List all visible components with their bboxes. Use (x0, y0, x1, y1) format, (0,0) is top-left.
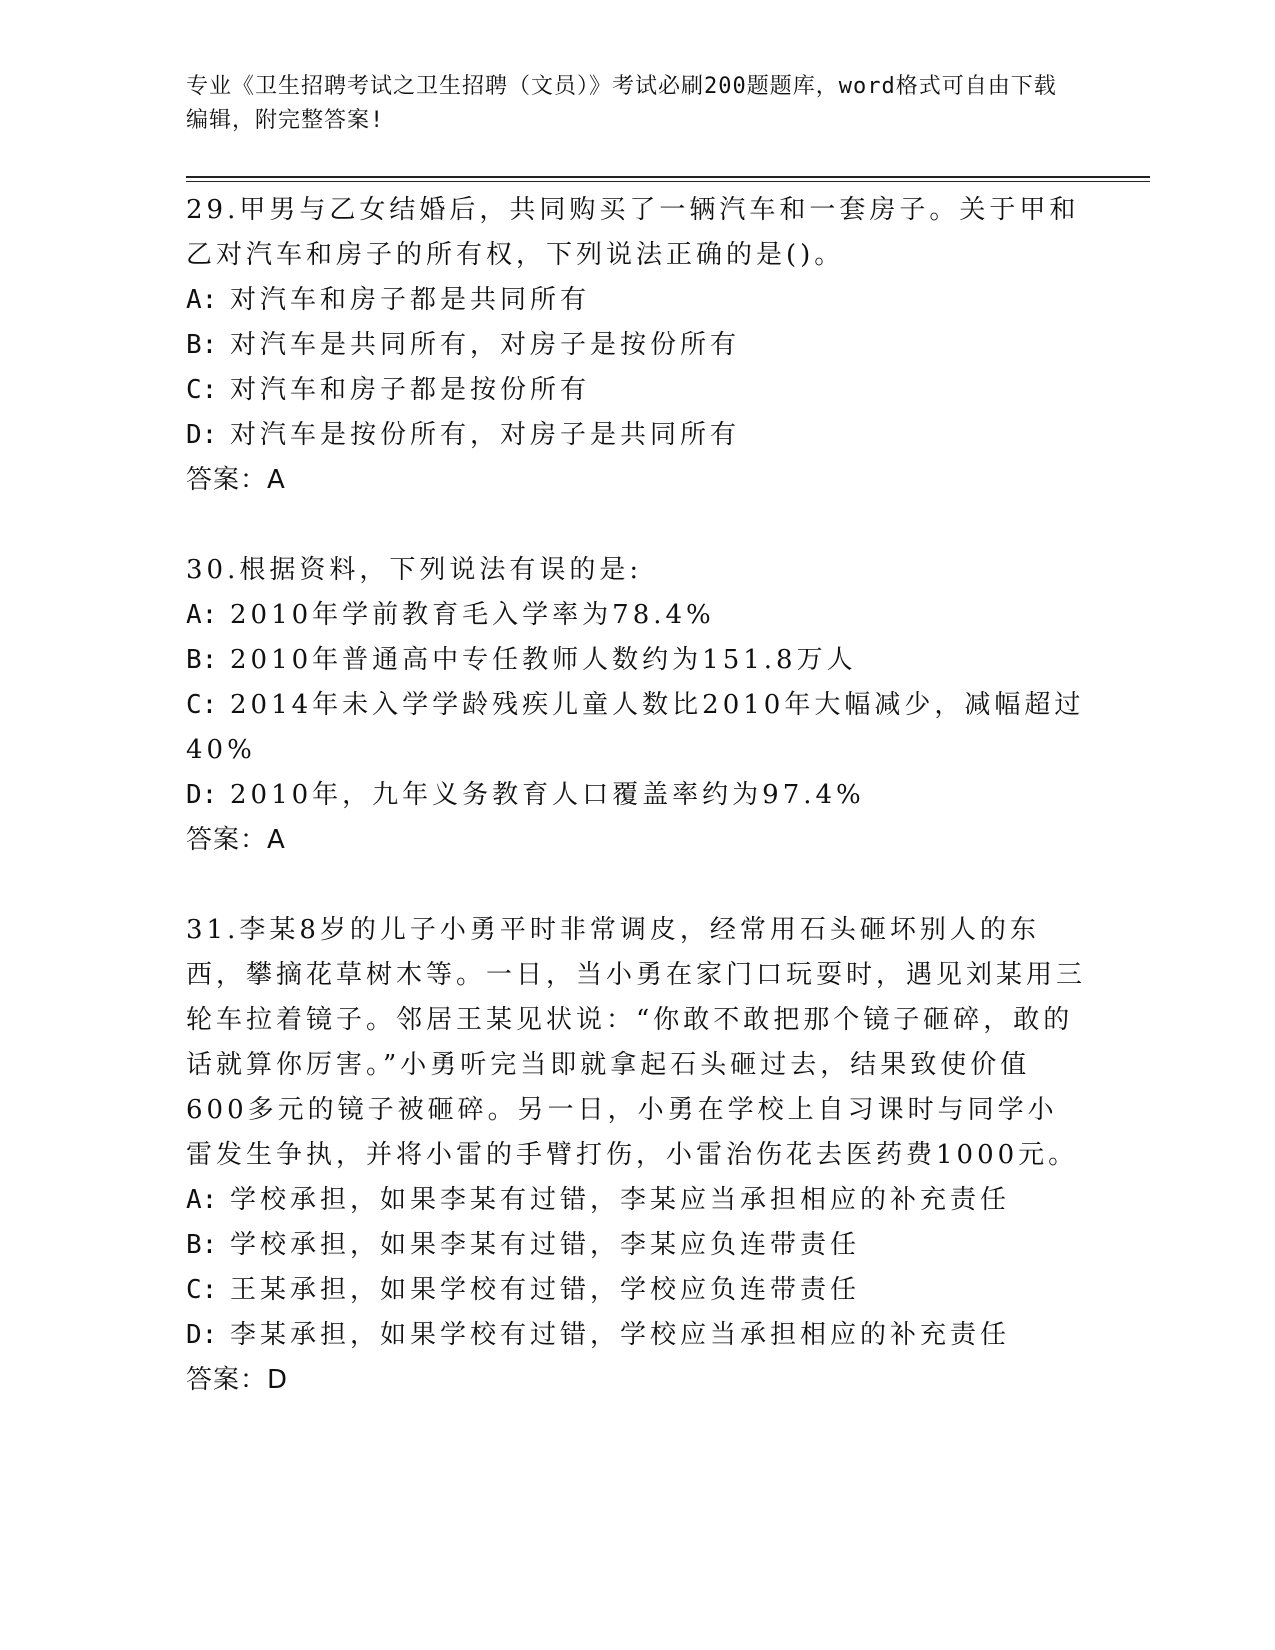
option-text: 对汽车是按份所有，对房子是共同所有 (230, 420, 741, 450)
option-letter: B: (186, 645, 218, 675)
answer-line: 答案：A (186, 465, 286, 495)
question-31 (186, 908, 1086, 1403)
document-header: 专业《卫生招聘考试之卫生招聘（文员）》考试必刷200题题库，word格式可自由下载编辑，附完整答案! (186, 74, 1057, 133)
question-30 (186, 548, 1086, 863)
option-text: 对汽车和房子都是按份所有 (230, 375, 591, 405)
question-list (186, 188, 1086, 1448)
option-text: 学校承担，如果李某有过错，李某应负连带责任 (230, 1230, 861, 1260)
option-c (186, 1268, 1086, 1313)
option-letter: C: (186, 690, 218, 720)
question-stem: 29.甲男与乙女结婚后，共同购买了一辆汽车和一套房子。关于甲和乙对汽车和房子的所有权，下列说法正确的是()。 (186, 195, 1080, 270)
option-letter: D: (186, 780, 218, 810)
option-letter: C: (186, 1275, 218, 1305)
option-c (186, 683, 1086, 773)
question-stem: 30.根据资料，下列说法有误的是: (186, 555, 643, 585)
option-text: 2010年学前教育毛入学率为78.4% (230, 600, 715, 630)
option-letter: B: (186, 1230, 218, 1260)
option-text: 对汽车是共同所有，对房子是按份所有 (230, 330, 741, 360)
option-b (186, 638, 1086, 683)
answer-line: 答案：D (186, 1365, 289, 1395)
option-letter: B: (186, 330, 218, 360)
option-letter: C: (186, 375, 218, 405)
option-b (186, 1223, 1086, 1268)
option-text: 学校承担，如果李某有过错，李某应当承担相应的补充责任 (230, 1185, 1011, 1215)
option-text: 2010年，九年义务教育人口覆盖率约为97.4% (230, 780, 865, 810)
option-letter: A: (186, 285, 218, 315)
option-text: 2014年未入学学龄残疾儿童人数比2010年大幅减少，减幅超过40% (186, 690, 1085, 765)
answer-line: 答案：A (186, 825, 286, 855)
option-a (186, 1178, 1086, 1223)
option-letter: D: (186, 1320, 218, 1350)
option-c (186, 368, 1086, 413)
option-b (186, 323, 1086, 368)
option-letter: A: (186, 600, 218, 630)
option-text: 对汽车和房子都是共同所有 (230, 285, 591, 315)
option-d (186, 1313, 1086, 1358)
option-text: 王某承担，如果学校有过错，学校应负连带责任 (230, 1275, 861, 1305)
option-d (186, 773, 1086, 818)
question-stem: 31.李某8岁的儿子小勇平时非常调皮，经常用石头砸坏别人的东西，攀摘花草树木等。一日，当小勇在家门口玩耍时，遇见刘某用三轮车拉着镜子。邻居王某见状说：“你敢不敢把那个镜子砸碎，敢的话就算你厉害。”小勇听完当即就拿起石头砸过去，结果致使价值600多元的镜子被砸碎。另一日，小勇在学校上自习课时与同学小雷发生争执，并将小雷的手臂打伤，小雷治伤花去医药费1000元。 (186, 915, 1087, 1170)
header-divider (186, 176, 1150, 182)
option-letter: A: (186, 1185, 218, 1215)
question-29 (186, 188, 1086, 503)
option-a (186, 593, 1086, 638)
option-text: 2010年普通高中专任教师人数约为151.8万人 (230, 645, 857, 675)
option-text: 李某承担，如果学校有过错，学校应当承担相应的补充责任 (230, 1320, 1011, 1350)
option-d (186, 413, 1086, 458)
option-a (186, 278, 1086, 323)
option-letter: D: (186, 420, 218, 450)
